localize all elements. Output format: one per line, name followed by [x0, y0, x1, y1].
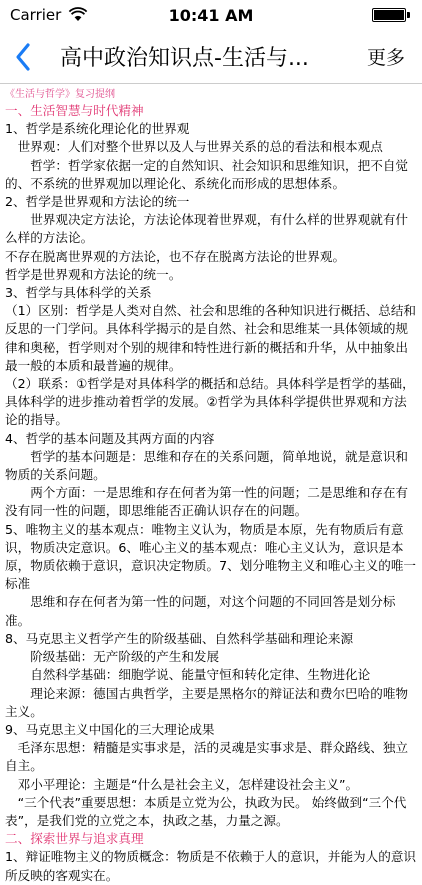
- carrier-label: Carrier: [10, 6, 62, 24]
- article-line: 5、唯物主义的基本观点：唯物主义认为，物质是本原，先有物质后有意识，物质决定意识。6、唯心主义的基本观点：唯心主义认为，意识是本原，物质依赖于意识，意识决定物质。7、划分唯物主义和唯心主义的唯一标准: [5, 521, 417, 592]
- navigation-bar: [0, 30, 422, 84]
- article-line: （1）区别：哲学是人类对自然、社会和思维的各种知识进行概括、总结和反思的一门学问。具体科学揭示的是自然、社会和思维某一具体领域的规律和奥秘，哲学则对个别的规律和特性进行新的概括和升华，从中抽象出最一般的本质和最普遍的规律。: [5, 303, 417, 373]
- status-time: 10:41 AM: [168, 5, 254, 25]
- article-line: 1、辩证唯物主义的物质概念：物质是不依赖于人的意识，并能为人的意识所反映的客观实在。: [5, 849, 417, 883]
- article-line: “三个代表”重要思想：本质是立党为公，执政为民。 始终做到“三个代表”，是我们党的立党之本，执政之基，力量之源。: [5, 794, 407, 828]
- more-button[interactable]: 更多: [366, 47, 405, 69]
- article-line: 毛泽东思想：精髓是实事求是，活的灵魂是实事求是、群众路线、独立自主。: [5, 740, 408, 774]
- article-line: 9、马克思主义中国化的三大理论成果: [5, 721, 215, 737]
- article-line: 哲学的基本问题是：思维和存在的关系问题，简单地说，就是意识和物质的关系问题。: [5, 448, 408, 483]
- article-line: 二、探索世界与追求真理: [5, 831, 144, 847]
- article-line: 《生活与哲学》复习提纲: [5, 89, 115, 100]
- article-line: 4、哲学的基本问题及其两方面的内容: [5, 430, 215, 446]
- article-line: 3、哲学与具体科学的关系: [5, 285, 152, 301]
- article-line: 邓小平理论：主题是“什么是社会主义，怎样建设社会主义”。: [5, 776, 359, 792]
- article-line: 世界观决定方法论，方法论体现着世界观，有什么样的世界观就有什么样的方法论。: [5, 212, 408, 246]
- article-line: 1、哲学是系统化理论化的世界观: [5, 121, 190, 137]
- chevron-left-icon: [15, 43, 31, 71]
- article-content: [0, 88, 422, 883]
- article-line: 两个方面：一是思维和存在何者为第一性的问题；二是思维和存在有没有同一性的问题，即思维能否正确认识存在的问题。: [5, 485, 408, 519]
- article-line: 阶级基础：无产阶级的产生和发展: [5, 649, 220, 665]
- article-line: 2、哲学是世界观和方法论的统一: [5, 194, 190, 210]
- article-line: 哲学是世界观和方法论的统一。: [5, 266, 182, 282]
- article-line: 世界观：人们对整个世界以及人与世界关系的总的看法和根本观点: [5, 139, 383, 155]
- page-title: 高中政治知识点-生活与...: [60, 46, 309, 71]
- status-bar: [0, 0, 422, 30]
- article-line: 8、马克思主义哲学产生的阶级基础、自然科学基础和理论来源: [5, 630, 354, 646]
- article-line: 不存在脱离世界观的方法论，也不存在脱离方法论的世界观。: [5, 248, 346, 264]
- battery-icon: [372, 8, 406, 22]
- article-line: （2）联系：①哲学是对具体科学的概括和总结。具体科学是哲学的基础，具体科学的进步推动着哲学的发展。②哲学为具体科学提供世界观和方法论的指导。: [5, 376, 415, 428]
- status-left: [10, 6, 87, 24]
- article-line: 哲学：哲学家依据一定的自然知识、社会知识和思维知识，把不自觉的、不系统的世界观加以理论化、系统化而形成的思想体系。: [5, 157, 408, 191]
- article-line: 一、生活智慧与时代精神: [5, 103, 144, 118]
- wifi-icon: [69, 8, 87, 22]
- article-line: 自然科学基础：细胞学说、能量守恒和转化定律、生物进化论: [5, 667, 371, 683]
- article-line: 理论来源：德国古典哲学，主要是黑格尔的辩证法和费尔巴哈的唯物主义。: [5, 685, 408, 719]
- article-line: 思维和存在何者为第一性的问题，对这个问题的不同回答是划分标准。: [5, 594, 396, 628]
- back-button[interactable]: [0, 30, 46, 84]
